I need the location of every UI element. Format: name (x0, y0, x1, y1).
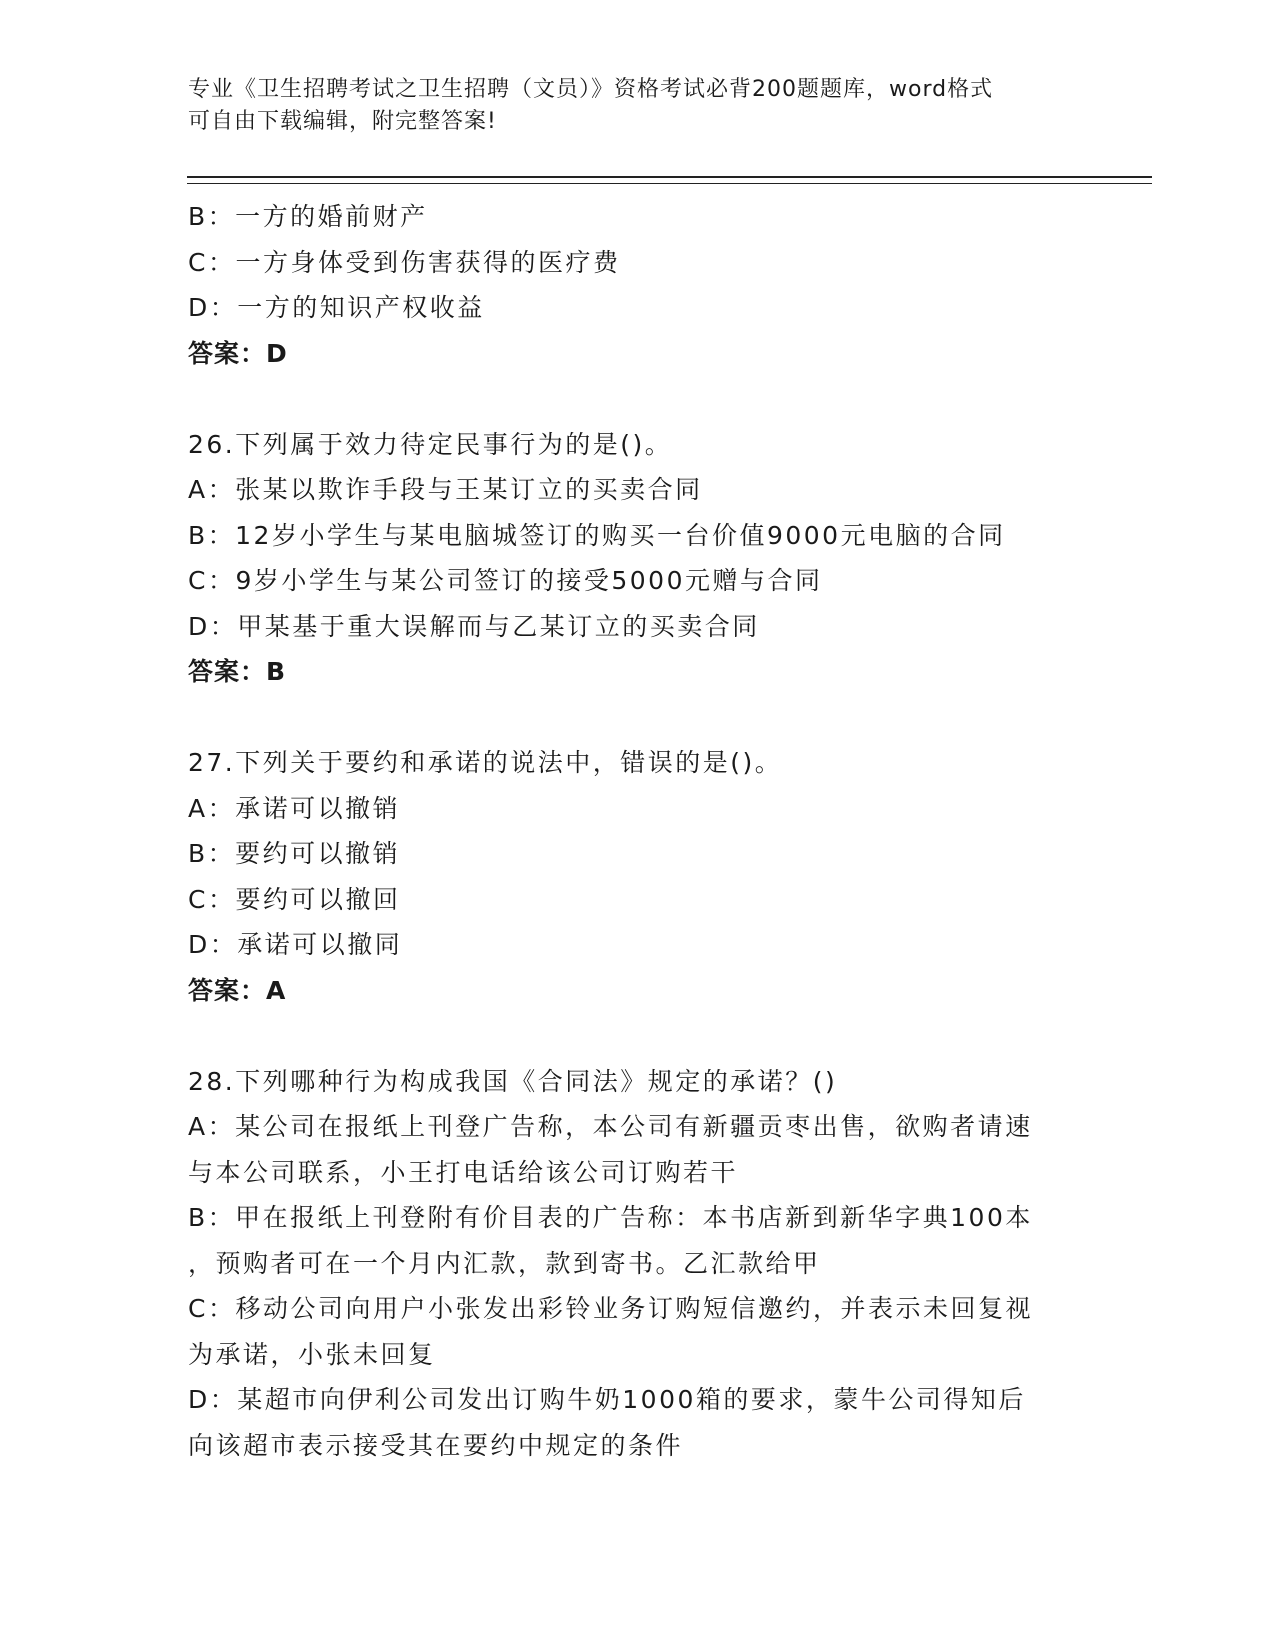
spacer (188, 1013, 1078, 1059)
header-line-1: 专业《卫生招聘考试之卫生招聘（文员）》资格考试必背200题题库，word格式 (188, 77, 994, 102)
header-divider (187, 176, 1152, 184)
option-a-line-1: A：某公司在报纸上刊登广告称，本公司有新疆贡枣出售，欲购者请速 (188, 1112, 1033, 1141)
option-c: C：一方身体受到伤害获得的医疗费 (188, 247, 621, 277)
option-c: C：要约可以撤回 (188, 884, 401, 914)
question-block-28 (188, 1059, 1078, 1469)
option-b: B：一方的婚前财产 (188, 202, 428, 231)
option-a-line-2: 与本公司联系，小王打电话给该公司订购若干 (188, 1157, 739, 1187)
option-d-line-2: 向该超市表示接受其在要约中规定的条件 (188, 1430, 684, 1460)
question-list (188, 194, 1078, 1468)
option-b: B：要约可以撤销 (188, 839, 401, 868)
option-d-line-1: D：某超市向伊利公司发出订购牛奶1000箱的要求，蒙牛公司得知后 (188, 1385, 1026, 1414)
answer-line: 答案：B (188, 657, 287, 686)
question-text: 28.下列哪种行为构成我国《合同法》规定的承诺？() (188, 1066, 838, 1096)
option-b-line-1: B：甲在报纸上刊登附有价目表的广告称：本书店新到新华字典100本 (188, 1203, 1033, 1232)
question-text: 26.下列属于效力待定民事行为的是()。 (188, 429, 673, 459)
option-a: A：张某以欺诈手段与王某订立的买卖合同 (188, 475, 703, 504)
spacer (188, 376, 1078, 422)
answer-line: 答案：D (188, 338, 288, 368)
answer-line: 答案：A (188, 975, 287, 1005)
question-text: 27.下列关于要约和承诺的说法中，错误的是()。 (188, 748, 783, 777)
option-a: A：承诺可以撤销 (188, 793, 401, 823)
option-d: D：承诺可以撤同 (188, 930, 403, 959)
option-c: C：9岁小学生与某公司签订的接受5000元赠与合同 (188, 566, 823, 595)
question-block-25 (188, 194, 1078, 376)
option-c-line-2: 为承诺，小张未回复 (188, 1339, 436, 1369)
option-b: B：12岁小学生与某电脑城签订的购买一台价值9000元电脑的合同 (188, 520, 1006, 550)
question-block-26 (188, 422, 1078, 695)
header-line-2: 可自由下载编辑，附完整答案! (188, 109, 497, 134)
option-d: D：一方的知识产权收益 (188, 293, 485, 322)
option-c-line-1: C：移动公司向用户小张发出彩铃业务订购短信邀约，并表示未回复视 (188, 1294, 1033, 1323)
spacer (188, 695, 1078, 741)
option-d: D：甲某基于重大误解而与乙某订立的买卖合同 (188, 611, 760, 641)
option-b-line-2: ，预购者可在一个月内汇款，款到寄书。乙汇款给甲 (188, 1248, 821, 1278)
document-header (188, 74, 1068, 138)
question-block-27 (188, 740, 1078, 1013)
